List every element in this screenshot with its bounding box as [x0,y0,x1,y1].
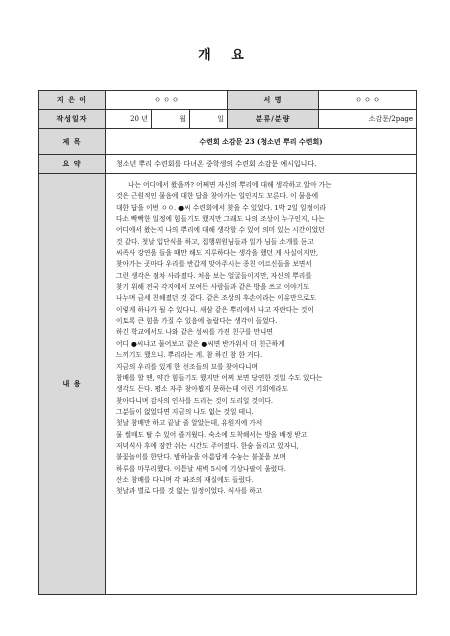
date-month: 월 [152,110,190,129]
date-row [39,110,417,129]
author-row [39,91,417,110]
summary-row [39,155,417,174]
content-line: 지금의 우리를 있게 한 선조들의 묘를 찾아다니며 [116,362,258,371]
content-line: 그분들이 없었다면 지금의 나도 없는 것일 테니. [116,407,254,416]
content-line: 씨족사 강연을 들을 때만 해도 지루하다는 생각을 했던 게 사실이지만, [116,249,319,258]
subject-label: 제 목 [39,129,106,155]
content-line: 것은 근원적인 물음에 대한 답을 찾아가는 일인지도 모른다. 이 물음에 [116,192,319,201]
content-line: 생각도 든다. 평소 자주 찾아뵙지 못하는데 이런 기회에라도 [116,385,289,394]
content-line: 산소 참배를 다니며 각 파조의 재실에도 들렀다. [116,475,254,484]
content-line: 찾기 위해 전국 각지에서 모여든 사람들과 같은 방을 쓰고 이야기도 [116,283,310,292]
name-label: 서 명 [228,91,319,110]
content-label: 내 용 [39,174,106,595]
date-year: 20 년 [106,110,152,129]
author-label: 지 은 이 [39,91,106,110]
content-row [39,174,417,595]
summary-label: 요 약 [39,155,106,174]
content-line: 하긴 학교에서도 나와 같은 성씨를 가진 친구를 만나면 [116,328,274,337]
content-body [106,174,417,595]
content-line: 어디 ●씨냐고 물어보고 같은 ●씨면 반가워서 더 친근하게 [116,339,285,348]
page-title: 개 요 [198,48,252,63]
content-line: 느끼기도 했으니. 뿌리라는 게. 참 하긴 참 한 거다. [116,351,263,360]
content-line: 이토록 큰 힘을 가질 수 있음에 놀랍다는 생각이 들었다. [116,317,278,326]
date-day: 일 [190,110,228,129]
content-line: 저녁식사 후에 잠깐 쉬는 시간도 주어졌다. 한숨 돌리고 있자니, [116,441,299,450]
name-value: ㅇ ㅇ ㅇ [319,91,417,110]
content-text [116,180,408,498]
content-line: 대한 답을 이번 ㅇㅇ. ●씨 수련회에서 찾을 수 있었다. 1박 2일 일정이라 [116,203,326,212]
content-line: 찾아다니며 감사의 인사를 드리는 것이 도리일 것이다. [116,396,274,405]
content-line: 이렇게 하나가 될 수 있다니. 새삼 같은 뿌리에서 나고 자란다는 것이 [116,305,314,314]
content-line: 것 같다. 첫날 입단식을 하고, 집행위원님들과 일가 님들 소개를 듣고 [116,237,314,246]
subject-row [39,129,417,155]
content-line: 하루를 마무리했다. 이튿날 새벽 5시에 기상나팔이 울렸다. [116,464,286,473]
summary-value: 청소년 뿌리 수련회를 다녀온 중학생의 수련회 소감문 예시입니다. [106,155,417,174]
date-label: 작성일자 [39,110,106,129]
content-line: 나는 어디에서 왔을까? 어쩌면 자신의 뿌리에 대해 생각하고 알아 가는 [128,181,332,189]
author-value: ㅇ ㅇ ㅇ [106,91,228,110]
content-line: 나누며 금세 친해졌던 것 같다. 같은 조상의 후손이라는 이유만으로도 [116,294,317,303]
content-line: 첫날 참배만 하고 끝날 줄 알았는데, 유원지에 가서 [116,419,263,428]
category-value: 소감문/2page [319,110,417,129]
content-line: 그런 생각은 점차 사라졌다. 처음 보는 얼굴들이지만, 자신의 뿌리를 [116,271,312,280]
content-line: 어디에서 왔는지 나의 뿌리에 대해 생각할 수 있어 의미 있는 시간이었던 [116,226,325,235]
summary-form-table [38,90,417,595]
content-line: 다소 빡빡한 일정에 힘들기도 했지만 그래도 나의 조상이 누구인지, 나는 [116,215,325,224]
category-label: 분류/분량 [228,110,319,129]
content-line: 불꽃놀이를 한단다. 밤하늘을 아름답게 수놓는 불꽃을 보며 [116,453,286,462]
content-line: 참배를 할 땐, 약간 힘들기도 했지만 어찌 보면 당연한 것일 수도 있다는 [116,373,323,382]
content-line: 첫날과 별로 다를 것 없는 일정이었다. 식사를 하고 [116,487,263,496]
content-line: 찾아가는 곳마다 우리를 반갑게 맞아주시는 종친 어르신들을 보면서 [116,260,312,269]
content-line: 물 썰매도 탈 수 있어 즐거웠다. 숙소에 도착해서는 방을 배정 받고 [116,430,308,439]
subject-value: 수련회 소감문 23 (청소년 뿌리 수련회) [106,129,417,155]
